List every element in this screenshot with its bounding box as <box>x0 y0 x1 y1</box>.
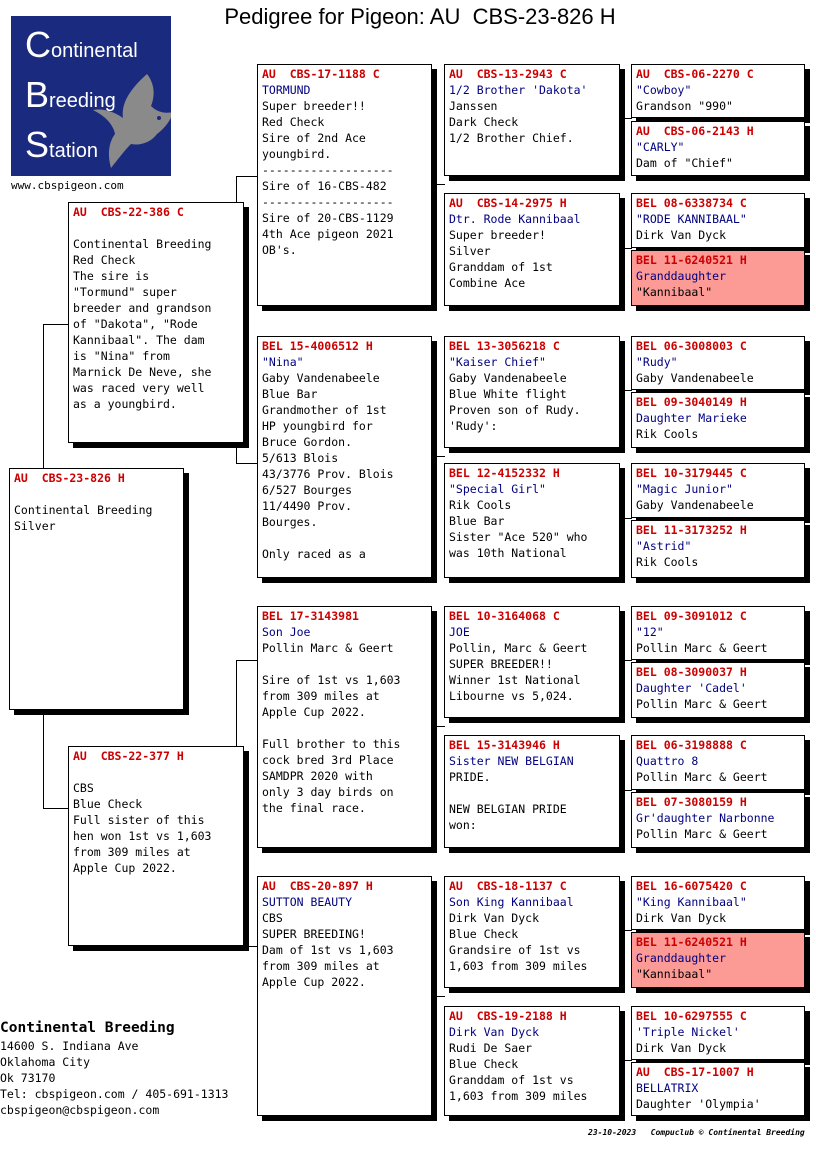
detail-line: from 309 miles at <box>73 845 191 859</box>
ring-number: BEL 09-3091012 C <box>636 609 747 623</box>
detail-line: Apple Cup 2022. <box>73 861 177 875</box>
detail-line: cock bred 3rd Place <box>262 753 394 767</box>
ring-number: BEL 09-3040149 H <box>636 395 747 409</box>
detail-line: Grandson "990" <box>636 99 733 113</box>
detail-line: Continental Breeding <box>73 237 212 251</box>
breeder-address <box>0 1018 228 1118</box>
detail-line: Bruce Gordon. <box>262 435 353 449</box>
detail-line: Super breeder!! <box>262 99 366 113</box>
detail-line: CBS <box>73 781 94 795</box>
dam-card[interactable] <box>68 746 244 946</box>
detail-line: "Tormund" super <box>73 285 177 299</box>
detail-line: 5/613 Blois <box>262 451 339 465</box>
pigeon-name: Sister NEW BELGIAN <box>449 754 574 768</box>
ring-number: BEL 08-3090037 H <box>636 665 747 679</box>
detail-line: Blue Check <box>449 927 519 941</box>
detail-line: from 309 miles at <box>262 689 380 703</box>
detail-line: 6/527 Bourges <box>262 483 353 497</box>
detail-line: Sister "Ace 520" who <box>449 530 588 544</box>
ring-number: BEL 16-6075420 C <box>636 879 747 893</box>
detail-line: ------------------- <box>262 195 394 209</box>
detail-line: Blue Check <box>449 1057 519 1071</box>
detail-line: Grandmother of 1st <box>262 403 387 417</box>
detail-line: Dirk Van Dyck <box>636 228 727 242</box>
ring-number: BEL 12-4152332 H <box>449 466 560 480</box>
ring-number: AU CBS-13-2943 C <box>449 67 567 81</box>
detail-line: youngbird. <box>262 147 332 161</box>
ring-number: AU CBS-22-377 H <box>73 749 184 763</box>
pigeon-name: Quattro 8 <box>636 754 699 768</box>
detail-line: Silver <box>449 244 491 258</box>
detail-line: Blue White flight <box>449 387 567 401</box>
connector <box>620 248 632 249</box>
cbs-logo <box>11 16 171 176</box>
detail-line: 1,603 from 309 miles <box>449 959 588 973</box>
detail-line <box>262 656 427 672</box>
detail-line: Sire of 2nd Ace <box>262 131 366 145</box>
gen4-card[interactable] <box>631 876 805 930</box>
detail-line: from 309 miles at <box>262 959 380 973</box>
detail-line: Gaby Vandenabeele <box>262 371 380 385</box>
address-line: Oklahoma City <box>0 1055 91 1069</box>
pigeon-name: JOE <box>449 625 470 639</box>
connector <box>620 390 632 391</box>
gen2-card[interactable] <box>257 876 432 1116</box>
detail-line: Blue Bar <box>262 387 318 401</box>
detail-line: of "Dakota", "Rode <box>73 317 198 331</box>
gen4-card[interactable] <box>631 735 805 790</box>
gen4-card[interactable] <box>631 392 805 448</box>
contact-line[interactable]: Tel: cbspigeon.com / 405-691-1313 <box>0 1087 229 1101</box>
detail-line: Marnick De Neve, she <box>73 365 212 379</box>
pigeon-name: SUTTON BEAUTY <box>262 895 353 909</box>
connector <box>432 456 445 457</box>
pigeon-name: 'Triple Nickel' <box>636 1025 740 1039</box>
gen4-card[interactable] <box>631 336 805 390</box>
detail-line: SUPER BREEDER!! <box>449 657 553 671</box>
detail-line: Pollin Marc & Geert <box>636 641 768 655</box>
detail-line: 4th Ace pigeon 2021 <box>262 227 394 241</box>
detail-line: SAMDPR 2020 with <box>262 769 373 783</box>
gen4-card[interactable] <box>631 1006 805 1060</box>
pigeon-name: "12" <box>636 625 664 639</box>
detail-line <box>262 720 427 736</box>
logo-text: tation <box>49 140 98 162</box>
connector <box>236 176 258 177</box>
logo-line-continental: Continental <box>25 24 138 65</box>
pigeon-name: "Rudy" <box>636 355 678 369</box>
detail-line: CBS <box>262 911 283 925</box>
pigeon-name: "Special Girl" <box>449 482 546 496</box>
ring-number: BEL 15-4006512 H <box>262 339 373 353</box>
connector <box>620 1060 632 1061</box>
ring-number: BEL 15-3143946 H <box>449 738 560 752</box>
email-line[interactable]: cbspigeon@cbspigeon.com <box>0 1103 160 1117</box>
connector <box>620 118 632 119</box>
detail-line: 'Rudy': <box>449 419 498 433</box>
detail-line: breeder and grandson <box>73 301 212 315</box>
connector <box>236 463 258 464</box>
connector <box>236 660 237 746</box>
ring-number: AU CBS-20-897 H <box>262 879 373 893</box>
detail-line: Blue Bar <box>449 514 505 528</box>
detail-line: Janssen <box>449 99 498 113</box>
pigeon-name: "Cowboy" <box>636 83 692 97</box>
detail-line: Granddam of 1st vs <box>449 1073 574 1087</box>
detail-line: "Kannibaal" <box>636 285 713 299</box>
connector <box>43 808 70 809</box>
detail-line: hen won 1st vs 1,603 <box>73 829 212 843</box>
pigeon-name: 1/2 Brother 'Dakota' <box>449 83 588 97</box>
detail-line: Gaby Vandenabeele <box>449 371 567 385</box>
detail-line: Libourne vs 5,024. <box>449 689 574 703</box>
pigeon-name: "CARLY" <box>636 140 685 154</box>
gen4-card[interactable] <box>631 606 805 660</box>
detail-line: Sire of 20-CBS-1129 <box>262 211 394 225</box>
detail-line: Dirk Van Dyck <box>449 911 540 925</box>
address-line: Ok 73170 <box>0 1071 56 1085</box>
gen2-card[interactable] <box>257 64 432 306</box>
detail-line: Apple Cup 2022. <box>262 975 366 989</box>
connector <box>620 930 632 931</box>
ring-number: BEL 10-3179445 C <box>636 466 747 480</box>
logo-text: ontinental <box>51 40 138 62</box>
connector <box>43 324 70 325</box>
pigeon-name: Dtr. Rode Kannibaal <box>449 212 581 226</box>
ring-number: AU CBS-17-1007 H <box>636 1065 754 1079</box>
pigeon-name: TORMUND <box>262 83 311 97</box>
pigeon-name: Granddaughter <box>636 951 727 965</box>
detail-line: 43/3776 Prov. Blois <box>262 467 394 481</box>
detail-line: Pollin Marc & Geert <box>636 697 768 711</box>
detail-line: is "Nina" from <box>73 349 170 363</box>
gen4-card[interactable] <box>631 121 805 176</box>
gen4-card[interactable] <box>631 463 805 518</box>
connector <box>432 184 445 185</box>
logo-line-breeding: Breeding <box>25 74 116 115</box>
gen3-card[interactable] <box>444 463 620 578</box>
pigeon-name: Dirk Van Dyck <box>449 1025 540 1039</box>
gen4-card-highlighted[interactable] <box>631 932 805 988</box>
company-name: Continental Breeding <box>0 1020 175 1036</box>
detail-line <box>14 486 179 502</box>
gen4-card[interactable] <box>631 64 805 118</box>
detail-line: Rudi De Saer <box>449 1041 533 1055</box>
detail-line: Apple Cup 2022. <box>262 705 366 719</box>
detail-line: as a youngbird. <box>73 397 177 411</box>
detail-line <box>73 220 239 236</box>
detail-line: Silver <box>14 519 56 533</box>
detail-line <box>449 785 615 801</box>
gen4-card[interactable] <box>631 792 805 848</box>
connector <box>620 518 632 519</box>
detail-line: the final race. <box>262 801 366 815</box>
ring-number: BEL 11-3173252 H <box>636 523 747 537</box>
gen4-card[interactable] <box>631 193 805 248</box>
detail-line: Red Check <box>73 253 136 267</box>
detail-line: Pollin Marc & Geert <box>262 641 394 655</box>
ring-number: BEL 10-3164068 C <box>449 609 560 623</box>
pigeon-name: Son King Kannibaal <box>449 895 574 909</box>
detail-line: Kannibaal". The dam <box>73 333 205 347</box>
detail-line: Blue Check <box>73 797 143 811</box>
connector <box>43 324 44 468</box>
pigeon-name: Son Joe <box>262 625 311 639</box>
pigeon-name: BELLATRIX <box>636 1081 699 1095</box>
connector <box>236 176 237 202</box>
gen4-card-highlighted[interactable] <box>631 250 805 306</box>
detail-line: 1,603 from 309 miles <box>449 1089 588 1103</box>
ring-number: BEL 13-3056218 C <box>449 339 560 353</box>
detail-line: only 3 day birds on <box>262 785 394 799</box>
pigeon-name: Daughter Marieke <box>636 411 747 425</box>
detail-line: ------------------- <box>262 163 394 177</box>
ring-number: BEL 11-6240521 H <box>636 253 747 267</box>
detail-line: Granddam of 1st <box>449 260 553 274</box>
detail-line: Pollin, Marc & Geert <box>449 641 588 655</box>
detail-line: NEW BELGIAN PRIDE <box>449 802 567 816</box>
pigeon-name: "Magic Junior" <box>636 482 733 496</box>
pigeon-name: Granddaughter <box>636 269 727 283</box>
subject-pigeon-card[interactable] <box>9 468 184 710</box>
ring-number: AU CBS-06-2143 H <box>636 124 754 138</box>
detail-line: Proven son of Rudy. <box>449 403 581 417</box>
ring-number: BEL 10-6297555 C <box>636 1009 747 1023</box>
gen3-card[interactable] <box>444 876 620 988</box>
gen3-card[interactable] <box>444 336 620 448</box>
ring-number: BEL 17-3143981 <box>262 609 359 623</box>
detail-line: Bourges. <box>262 515 318 529</box>
connector <box>236 443 237 463</box>
gen3-card[interactable] <box>444 1006 620 1116</box>
gen2-card[interactable] <box>257 606 432 848</box>
detail-line: Rik Cools <box>449 498 512 512</box>
connector <box>432 726 445 727</box>
gen3-card[interactable] <box>444 606 620 718</box>
detail-line: Gaby Vandenabeele <box>636 498 754 512</box>
ring-number: AU CBS-18-1137 C <box>449 879 567 893</box>
logo-line-station: Station <box>25 124 98 165</box>
detail-line: Combine Ace <box>449 276 526 290</box>
gen3-card[interactable] <box>444 193 620 306</box>
footer-credit: Compuclub © Continental Breeding <box>650 1128 805 1137</box>
detail-line: The sire is <box>73 269 150 283</box>
detail-line: won: <box>449 818 477 832</box>
connector <box>432 996 445 997</box>
detail-line: Winner 1st National <box>449 673 581 687</box>
gen3-card[interactable] <box>444 735 620 848</box>
detail-line: Gaby Vandenabeele <box>636 371 754 385</box>
connector <box>236 946 258 947</box>
detail-line: Sire of 1st vs 1,603 <box>262 673 401 687</box>
detail-line: "Kannibaal" <box>636 967 713 981</box>
ring-number: AU CBS-19-2188 H <box>449 1009 567 1023</box>
footer-date: 23-10-2023 <box>588 1128 637 1137</box>
ring-number: BEL 11-6240521 H <box>636 935 747 949</box>
connector <box>236 660 258 661</box>
pigeon-name: "King Kannibaal" <box>636 895 747 909</box>
detail-line: Daughter 'Olympia' <box>636 1097 761 1111</box>
gen4-card[interactable] <box>631 1062 805 1116</box>
page-title: Pedigree for Pigeon: AU CBS-23-826 H <box>224 4 616 29</box>
pigeon-name: Gr'daughter Narbonne <box>636 811 775 825</box>
detail-line: Dirk Van Dyck <box>636 1041 727 1055</box>
gen4-card[interactable] <box>631 520 805 578</box>
connector <box>620 660 632 661</box>
detail-line <box>73 764 239 780</box>
detail-line <box>262 530 427 546</box>
ring-number: AU CBS-23-826 H <box>14 471 125 485</box>
detail-line: Red Check <box>262 115 325 129</box>
footer <box>588 1128 805 1137</box>
detail-line: Full sister of this <box>73 813 205 827</box>
detail-line: Dark Check <box>449 115 519 129</box>
detail-line: 11/4490 Prov. <box>262 499 353 513</box>
detail-line: SUPER BREEDING! <box>262 927 366 941</box>
pigeon-name: "Kaiser Chief" <box>449 355 546 369</box>
gen4-card[interactable] <box>631 662 805 718</box>
ring-number: AU CBS-17-1188 C <box>262 67 380 81</box>
logo-text: reeding <box>49 90 116 112</box>
detail-line: was raced very well <box>73 381 205 395</box>
detail-line: OB's. <box>262 243 297 257</box>
detail-line: Full brother to this <box>262 737 401 751</box>
pigeon-name: "RODE KANNIBAAL" <box>636 212 747 226</box>
pigeon-name: Daughter 'Cadel' <box>636 681 747 695</box>
ring-number: BEL 07-3080159 H <box>636 795 747 809</box>
detail-line: 1/2 Brother Chief. <box>449 131 574 145</box>
pigeon-name: "Astrid" <box>636 539 692 553</box>
sire-card[interactable] <box>68 202 244 443</box>
pigeon-name: "Nina" <box>262 355 304 369</box>
ring-number: AU CBS-06-2270 C <box>636 67 754 81</box>
detail-line: Super breeder! <box>449 228 546 242</box>
ring-number: BEL 06-3198888 C <box>636 738 747 752</box>
ring-number: BEL 08-6338734 C <box>636 196 747 210</box>
ring-number: BEL 06-3008003 C <box>636 339 747 353</box>
detail-line: Only raced as a <box>262 547 366 561</box>
detail-line: Dam of 1st vs 1,603 <box>262 943 394 957</box>
connector <box>620 790 632 791</box>
detail-line: Dam of "Chief" <box>636 156 733 170</box>
address-line: 14600 S. Indiana Ave <box>0 1039 139 1053</box>
website-link[interactable]: www.cbspigeon.com <box>11 179 124 192</box>
detail-line: Rik Cools <box>636 555 699 569</box>
gen3-card[interactable] <box>444 64 620 176</box>
detail-line: Pollin Marc & Geert <box>636 827 768 841</box>
connector <box>43 710 44 808</box>
detail-line: HP youngbird for <box>262 419 373 433</box>
detail-line: Dirk Van Dyck <box>636 911 727 925</box>
detail-line: Grandsire of 1st vs <box>449 943 581 957</box>
detail-line: Rik Cools <box>636 427 699 441</box>
detail-line: Continental Breeding <box>14 503 153 517</box>
ring-number: AU CBS-22-386 C <box>73 205 184 219</box>
detail-line: PRIDE. <box>449 770 491 784</box>
detail-line: Sire of 16-CBS-482 <box>262 179 387 193</box>
ring-number: AU CBS-14-2975 H <box>449 196 567 210</box>
detail-line: Pollin Marc & Geert <box>636 770 768 784</box>
gen2-card[interactable] <box>257 336 432 578</box>
detail-line: was 10th National <box>449 546 567 560</box>
